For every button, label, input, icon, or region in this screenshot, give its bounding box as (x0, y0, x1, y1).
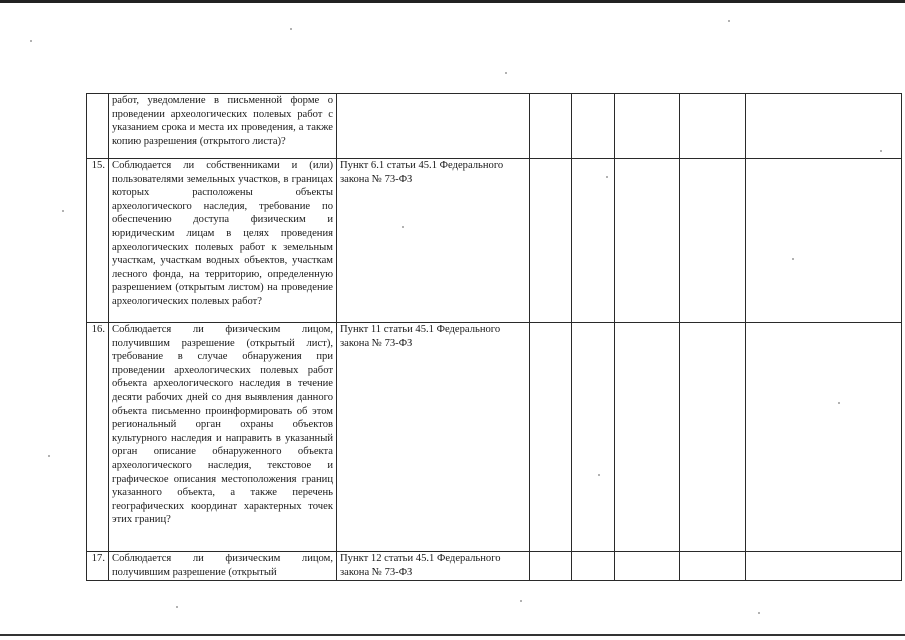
scan-speck (290, 28, 292, 30)
scan-speck (176, 606, 178, 608)
scan-speck (606, 176, 608, 178)
requirement-question: Соблюдается ли собственниками и (или) пользователями земельных участков, в границах которых расположены объекты археологического наследия, требование по обеспечению доступа физическим и юридическим лицам в целях проведения археологических полевых работ к земельным участкам, участкам водных объектов, участкам лесного фонда, на территорию, определенную разрешением (открытым листом) на проведение археологических полевых работ? (109, 159, 337, 323)
row-number: 15. (87, 159, 109, 323)
table-row (87, 94, 902, 159)
table-row (87, 552, 902, 581)
empty-cell (680, 552, 746, 581)
answer-no-cell (572, 552, 615, 581)
page-bottom-border (0, 634, 905, 636)
notes-cell (746, 552, 902, 581)
legal-reference: Пункт 6.1 статьи 45.1 Федерального закона № 73-ФЗ (337, 159, 530, 323)
checklist-table (86, 93, 902, 581)
answer-yes-cell (530, 159, 572, 323)
scan-speck (402, 226, 404, 228)
notes-cell (746, 159, 902, 323)
requirement-question: Соблюдается ли физическим лицом, получившим разрешение (открытый лист), требование в случае обнаружения при проведении археологических полевых работ объекта археологического наследия в течение десяти рабочих дней со дня выявления данного объекта письменно проинформировать об этом региональный орган охраны объектов культурного наследия и направить в указанный орган описание обнаруженного объекта археологического наследия, текстовое и графическое описания местоположения границ указанного объекта, а также перечень географических координат характерных точек этих границ? (109, 323, 337, 552)
not-applicable-cell (615, 552, 680, 581)
not-applicable-cell (615, 94, 680, 159)
legal-reference: Пункт 11 статьи 45.1 Федерального закона № 73-ФЗ (337, 323, 530, 552)
scan-speck (728, 20, 730, 22)
scan-speck (792, 258, 794, 260)
empty-cell (680, 94, 746, 159)
not-applicable-cell (615, 323, 680, 552)
not-applicable-cell (615, 159, 680, 323)
scan-speck (62, 210, 64, 212)
answer-no-cell (572, 159, 615, 323)
scan-speck (598, 474, 600, 476)
scan-speck (838, 402, 840, 404)
answer-no-cell (572, 94, 615, 159)
table-row (87, 323, 902, 552)
page-top-border (0, 0, 905, 3)
requirement-question: работ, уведомление в письменной форме о проведении археологических полевых работ с указанием срока и места их проведения, а также копию разрешения (открытого листа)? (109, 94, 337, 159)
empty-cell (680, 159, 746, 323)
scan-speck (758, 612, 760, 614)
row-number: 17. (87, 552, 109, 581)
notes-cell (746, 94, 902, 159)
requirement-question: Соблюдается ли физическим лицом, получившим разрешение (открытый (109, 552, 337, 581)
answer-yes-cell (530, 552, 572, 581)
legal-reference (337, 94, 530, 159)
empty-cell (680, 323, 746, 552)
notes-cell (746, 323, 902, 552)
scan-speck (30, 40, 32, 42)
row-number: 16. (87, 323, 109, 552)
row-number (87, 94, 109, 159)
scan-speck (48, 455, 50, 457)
answer-no-cell (572, 323, 615, 552)
scan-speck (880, 150, 882, 152)
answer-yes-cell (530, 323, 572, 552)
answer-yes-cell (530, 94, 572, 159)
table-row (87, 159, 902, 323)
scan-speck (520, 600, 522, 602)
scan-speck (505, 72, 507, 74)
legal-reference: Пункт 12 статьи 45.1 Федерального закона № 73-ФЗ (337, 552, 530, 581)
